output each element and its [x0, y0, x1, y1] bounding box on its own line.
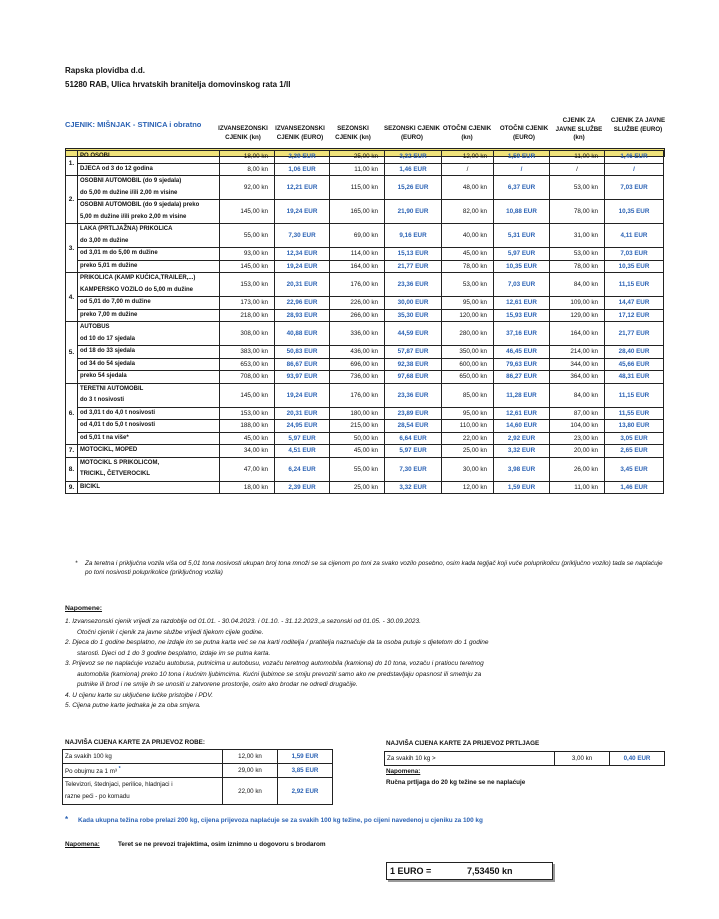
price-eur: 6,64 EUR	[385, 432, 442, 445]
price-eur: 48,31 EUR	[605, 371, 664, 384]
row-label: OSOBNI AUTOMOBIL (do 9 sjedala) do 5,00 m dužine i/ili 2,00 m visine	[78, 176, 220, 200]
price-row	[66, 445, 664, 458]
price-eur: 10,35 EUR	[494, 260, 550, 273]
price-kn: 110,00 kn	[442, 420, 494, 433]
price-eur: 35,30 EUR	[385, 309, 442, 322]
price-eur: 86,67 EUR	[275, 358, 330, 371]
company-address: 51280 RAB, Ulica hrvatskih branitelja domovinskog rata 1/II	[65, 80, 291, 89]
row-label: od 5,01 do 7,00 m dužine	[78, 297, 220, 310]
group-number: 9.	[66, 481, 78, 494]
price-eur: 7,03 EUR	[605, 176, 664, 200]
price-eur: 3,32 EUR	[385, 151, 442, 164]
goods-title: NAJVIŠA CIJENA KARTE ZA PRIJEVOZ ROBE:	[65, 739, 205, 746]
bottom-note-title: Napomena:	[65, 841, 100, 848]
price-eur: 12,21 EUR	[275, 176, 330, 200]
note-line: 1. Izvansezonski cjenik vrijedi za razdoblje od 01.01. - 30.04.2023. i 01.10. - 31.12.2023.,a sezonski od 01.05. - 30.09.2023.	[65, 618, 421, 625]
column-header: SEZONSKI CJENIK (EURO)	[383, 125, 441, 141]
rate-label: 1 EURO =	[390, 866, 432, 876]
price-eur: 10,35 EUR	[605, 260, 664, 273]
price-eur: 44,59 EUR	[385, 322, 442, 346]
luggage-note-title: Napomena:	[386, 768, 421, 775]
luggage-table	[384, 751, 665, 766]
route-title: CJENIK: MIŠNJAK - STINICA i obratno	[65, 120, 202, 129]
price-eur: 5,31 EUR	[494, 224, 550, 248]
price-kn: 145,00 kn	[220, 260, 275, 273]
price-kn: 115,00 kn	[330, 176, 385, 200]
price-kn: 12,00 kn	[442, 481, 494, 494]
goods-kn: 29,00 kn	[223, 764, 278, 778]
price-kn: 12,00 kn	[442, 151, 494, 164]
price-eur: 23,89 EUR	[385, 407, 442, 420]
footnote: * Za teretna i priključna vozila viša od 5,01 tona nosivosti ukupan broj tona množi se sa cijenom po toni za svako vozilo posebno, osim kada tegljač koji vuče poluprikolicu (priključno vozilo) tada se naplaćuje po toni nosivosti poluprikolice (priključnog vozila)	[75, 560, 663, 576]
goods-eur: 1,59 EUR	[278, 750, 333, 764]
price-kn: 383,00 kn	[220, 346, 275, 359]
price-row	[66, 273, 664, 297]
goods-kn: 22,00 kn	[223, 778, 278, 805]
price-kn: 653,00 kn	[220, 358, 275, 371]
column-header: IZVANSEZONSKI CJENIK (kn)	[218, 125, 268, 141]
group-number: 2.	[66, 176, 78, 224]
price-kn: 45,00 kn	[442, 248, 494, 261]
price-kn: 82,00 kn	[442, 200, 494, 224]
price-row	[66, 481, 664, 494]
price-kn: 180,00 kn	[330, 407, 385, 420]
price-eur: 11,28 EUR	[494, 383, 550, 407]
price-row	[66, 371, 664, 384]
price-eur: 4,51 EUR	[275, 445, 330, 458]
price-kn: 40,00 kn	[442, 224, 494, 248]
company-name: Rapska plovidba d.d.	[65, 66, 146, 75]
price-kn: 25,00 kn	[330, 151, 385, 164]
price-kn: 55,00 kn	[330, 457, 385, 481]
price-eur: 40,88 EUR	[275, 322, 330, 346]
price-eur: 3,32 EUR	[385, 481, 442, 494]
price-kn: 22,00 kn	[442, 432, 494, 445]
price-eur: 1,59 EUR	[494, 151, 550, 164]
price-kn: 120,00 kn	[442, 309, 494, 322]
price-eur: /	[494, 163, 550, 176]
price-kn: 109,00 kn	[550, 297, 605, 310]
goods-eur: 3,85 EUR	[278, 764, 333, 778]
price-kn: 226,00 kn	[330, 297, 385, 310]
row-label: BICIKL	[78, 481, 220, 494]
luggage-title: NAJVIŠA CIJENA KARTE ZA PRIJEVOZ PRTLJAGE	[386, 740, 540, 747]
note-line: automobila (kamiona) preko 10 tona i kućnim ljubimcima. Kućni ljubimce se smiju prevoziti samo ako ne predstavljaju opasnost ili smetnju za	[77, 670, 482, 678]
price-kn: 104,00 kn	[550, 420, 605, 433]
row-label: od 5,01 t na više*	[78, 432, 220, 445]
price-kn: 92,00 kn	[220, 176, 275, 200]
goods-row	[63, 764, 333, 778]
price-row	[66, 322, 664, 346]
price-kn: 95,00 kn	[442, 297, 494, 310]
price-eur: 1,59 EUR	[494, 481, 550, 494]
price-kn: 87,00 kn	[550, 407, 605, 420]
group-number: 5.	[66, 322, 78, 384]
goods-desc: Televizori, štednjaci, perilice, hladnjaci i razne peći - po komadu	[63, 778, 223, 805]
price-row	[66, 176, 664, 200]
goods-row	[63, 750, 333, 764]
price-kn: 84,00 kn	[550, 273, 605, 297]
price-eur: 1,46 EUR	[605, 481, 664, 494]
price-eur: 2,65 EUR	[605, 445, 664, 458]
price-row	[66, 346, 664, 359]
notes-title: Napomene:	[65, 605, 103, 612]
price-eur: 45,66 EUR	[605, 358, 664, 371]
price-kn: 84,00 kn	[550, 383, 605, 407]
price-kn: 8,00 kn	[220, 163, 275, 176]
price-eur: 57,87 EUR	[385, 346, 442, 359]
price-row	[66, 358, 664, 371]
price-eur: 17,12 EUR	[605, 309, 664, 322]
price-row	[66, 248, 664, 261]
price-row	[66, 407, 664, 420]
price-kn: 23,00 kn	[550, 432, 605, 445]
price-kn: 30,00 kn	[442, 457, 494, 481]
price-eur: 6,24 EUR	[275, 457, 330, 481]
price-row	[66, 151, 664, 164]
price-eur: 6,37 EUR	[494, 176, 550, 200]
price-kn: 218,00 kn	[220, 309, 275, 322]
price-kn: 114,00 kn	[330, 248, 385, 261]
price-kn: 145,00 kn	[220, 200, 275, 224]
price-kn: 129,00 kn	[550, 309, 605, 322]
price-row	[66, 457, 664, 481]
price-kn: 55,00 kn	[220, 224, 275, 248]
price-kn: /	[442, 163, 494, 176]
price-kn: 214,00 kn	[550, 346, 605, 359]
price-eur: 2,39 EUR	[275, 481, 330, 494]
price-eur: /	[605, 163, 664, 176]
column-header: OTOČNI CJENIK (EURO)	[499, 125, 549, 141]
price-kn: 188,00 kn	[220, 420, 275, 433]
goods-desc: Po obujmu za 1 m³ *	[63, 764, 223, 778]
price-kn: 25,00 kn	[442, 445, 494, 458]
note-line: 2. Djeca do 1 godine besplatno, ne izdaje im se putna karta već se na karti roditelja / pratitelja naznačuje da ta osoba putuje s djetetom do 1 godine	[65, 639, 489, 646]
price-kn: 176,00 kn	[330, 383, 385, 407]
price-eur: 21,77 EUR	[605, 322, 664, 346]
row-label: MOTOCIKL, MOPED	[78, 445, 220, 458]
price-eur: 20,31 EUR	[275, 273, 330, 297]
price-eur: 3,45 EUR	[605, 457, 664, 481]
price-eur: 13,80 EUR	[605, 420, 664, 433]
price-kn: 650,00 kn	[442, 371, 494, 384]
price-eur: 28,54 EUR	[385, 420, 442, 433]
row-label: PRIKOLICA (KAMP KUĆICA,TRAILER,...) KAMPERSKO VOZILO do 5,00 m dužine	[78, 273, 220, 297]
luggage-eur: 0,40 EUR	[610, 752, 665, 766]
price-kn: 336,00 kn	[330, 322, 385, 346]
price-row	[66, 200, 664, 224]
row-label: PO OSOBI	[78, 151, 220, 164]
price-eur: 21,90 EUR	[385, 200, 442, 224]
price-row	[66, 420, 664, 433]
price-row	[66, 383, 664, 407]
price-eur: 12,34 EUR	[275, 248, 330, 261]
price-row	[66, 163, 664, 176]
price-eur: 21,77 EUR	[385, 260, 442, 273]
price-eur: 10,35 EUR	[605, 200, 664, 224]
price-eur: 1,46 EUR	[385, 163, 442, 176]
row-label: OSOBNI AUTOMOBIL (do 9 sjedala) preko 5,00 m dužine i/ili preko 2,00 m visine	[78, 200, 220, 224]
price-eur: 5,97 EUR	[275, 432, 330, 445]
price-kn: 153,00 kn	[220, 407, 275, 420]
price-kn: 31,00 kn	[550, 224, 605, 248]
price-kn: 50,00 kn	[330, 432, 385, 445]
price-eur: 19,24 EUR	[275, 200, 330, 224]
price-eur: 3,05 EUR	[605, 432, 664, 445]
price-eur: 46,45 EUR	[494, 346, 550, 359]
price-eur: 12,61 EUR	[494, 407, 550, 420]
price-eur: 23,36 EUR	[385, 383, 442, 407]
row-label: DJECA od 3 do 12 godina	[78, 163, 220, 176]
price-kn: 736,00 kn	[330, 371, 385, 384]
price-kn: 176,00 kn	[330, 273, 385, 297]
price-eur: 15,13 EUR	[385, 248, 442, 261]
group-number: 3.	[66, 224, 78, 273]
row-label: od 18 do 33 sjedala	[78, 346, 220, 359]
price-kn: 25,00 kn	[330, 481, 385, 494]
price-kn: 78,00 kn	[550, 260, 605, 273]
price-eur: 92,38 EUR	[385, 358, 442, 371]
column-header: SEZONSKI CJENIK (kn)	[335, 125, 371, 141]
column-header: CJENIK ZA JAVNE SLUŽBE (kn)	[555, 117, 603, 141]
row-label: preko 54 sjedala	[78, 371, 220, 384]
price-eur: 1,46 EUR	[605, 151, 664, 164]
price-eur: 86,27 EUR	[494, 371, 550, 384]
price-kn: 11,00 kn	[330, 163, 385, 176]
price-eur: 15,93 EUR	[494, 309, 550, 322]
price-eur: 7,30 EUR	[385, 457, 442, 481]
price-eur: 14,47 EUR	[605, 297, 664, 310]
note-line: 4. U cijenu karte su uključene lučke pristojbe i PDV.	[65, 691, 214, 699]
price-kn: 600,00 kn	[442, 358, 494, 371]
price-kn: 164,00 kn	[550, 322, 605, 346]
price-row	[66, 224, 664, 248]
price-row	[66, 309, 664, 322]
price-kn: 364,00 kn	[550, 371, 605, 384]
group-number: 7.	[66, 445, 78, 458]
price-kn: 53,00 kn	[442, 273, 494, 297]
price-row	[66, 432, 664, 445]
price-eur: 37,16 EUR	[494, 322, 550, 346]
price-eur: 2,92 EUR	[494, 432, 550, 445]
luggage-kn: 3,00 kn	[555, 752, 610, 766]
price-kn: 53,00 kn	[550, 248, 605, 261]
price-table	[65, 150, 664, 494]
price-kn: 20,00 kn	[550, 445, 605, 458]
price-kn: 153,00 kn	[220, 273, 275, 297]
price-eur: 4,11 EUR	[605, 224, 664, 248]
price-eur: 79,63 EUR	[494, 358, 550, 371]
price-eur: 28,93 EUR	[275, 309, 330, 322]
row-label: preko 5,01 m dužine	[78, 260, 220, 273]
goods-table	[62, 749, 333, 805]
price-kn: 95,00 kn	[442, 407, 494, 420]
price-eur: 10,88 EUR	[494, 200, 550, 224]
note-line: starosti. Djeci od 1 do 3 godine besplatno, izdaje im se putna karta.	[77, 649, 271, 657]
price-kn: 78,00 kn	[550, 200, 605, 224]
price-kn: 85,00 kn	[442, 383, 494, 407]
price-eur: 97,68 EUR	[385, 371, 442, 384]
price-eur: 5,97 EUR	[385, 445, 442, 458]
price-kn: 11,00 kn	[550, 151, 605, 164]
goods-kn: 12,00 kn	[223, 750, 278, 764]
note-line: 3. Prijevoz se ne naplaćuje vozaču autobusa, putnicima u autobusu, vozaču teretnog automobila (kamiona) do 10 tona, vozaču i pratiocu teretnog	[65, 660, 484, 667]
star-mark: *	[65, 815, 69, 824]
price-row	[66, 297, 664, 310]
price-kn: 11,00 kn	[550, 481, 605, 494]
price-kn: /	[550, 163, 605, 176]
price-kn: 280,00 kn	[442, 322, 494, 346]
group-number: 8.	[66, 457, 78, 481]
column-header: IZVANSEZONSKI CJENIK (EURO)	[275, 125, 325, 141]
luggage-note: Ručna prtljaga do 20 kg težine se ne naplaćuje	[386, 779, 526, 786]
row-label: LAKA (PRTLJAŽNA) PRIKOLICA do 3,00 m dužine	[78, 224, 220, 248]
price-eur: 9,16 EUR	[385, 224, 442, 248]
luggage-row	[385, 752, 665, 766]
price-eur: 11,55 EUR	[605, 407, 664, 420]
notes-list	[65, 617, 665, 712]
price-eur: 7,03 EUR	[494, 273, 550, 297]
price-eur: 7,30 EUR	[275, 224, 330, 248]
price-eur: 3,32 EUR	[494, 445, 550, 458]
goods-eur: 2,92 EUR	[278, 778, 333, 805]
star-note: Kada ukupna težina robe prelazi 200 kg, cijena prijevoza naplaćuje se za svakih 100 kg težine, po cijeni navedenoj u cjeniku za 100 kg	[78, 817, 483, 824]
exchange-rate-box	[386, 862, 553, 880]
price-kn: 173,00 kn	[220, 297, 275, 310]
price-eur: 2,39 EUR	[275, 151, 330, 164]
price-kn: 45,00 kn	[330, 445, 385, 458]
price-kn: 350,00 kn	[442, 346, 494, 359]
price-eur: 19,24 EUR	[275, 383, 330, 407]
group-number: 4.	[66, 273, 78, 322]
bottom-note: Teret se ne prevozi trajektima, osim iznimno u dogovoru s brodarom	[118, 841, 326, 848]
price-kn: 93,00 kn	[220, 248, 275, 261]
price-kn: 69,00 kn	[330, 224, 385, 248]
column-header: OTOČNI CJENIK (kn)	[442, 125, 492, 141]
price-row	[66, 260, 664, 273]
price-kn: 18,00 kn	[220, 151, 275, 164]
price-eur: 15,26 EUR	[385, 176, 442, 200]
rate-value: 7,53450 kn	[467, 866, 513, 876]
price-kn: 344,00 kn	[550, 358, 605, 371]
price-eur: 1,06 EUR	[275, 163, 330, 176]
row-label: AUTOBUS od 10 do 17 sjedala	[78, 322, 220, 346]
price-eur: 20,31 EUR	[275, 407, 330, 420]
price-eur: 11,15 EUR	[605, 273, 664, 297]
price-kn: 34,00 kn	[220, 445, 275, 458]
price-eur: 7,03 EUR	[605, 248, 664, 261]
goods-desc: Za svakih 100 kg	[63, 750, 223, 764]
row-label: od 3,01 t do 4,0 t nosivosti	[78, 407, 220, 420]
price-eur: 23,36 EUR	[385, 273, 442, 297]
price-eur: 12,61 EUR	[494, 297, 550, 310]
price-eur: 22,96 EUR	[275, 297, 330, 310]
row-label: TERETNI AUTOMOBIL do 3 t nosivosti	[78, 383, 220, 407]
price-eur: 93,97 EUR	[275, 371, 330, 384]
price-kn: 26,00 kn	[550, 457, 605, 481]
column-header: CJENIK ZA JAVNE SLUŽBE (EURO)	[610, 117, 666, 133]
price-eur: 50,83 EUR	[275, 346, 330, 359]
price-eur: 28,40 EUR	[605, 346, 664, 359]
goods-row	[63, 778, 333, 805]
group-number: 1.	[66, 151, 78, 176]
price-kn: 164,00 kn	[330, 260, 385, 273]
note-line: putnike ili brod i ne smije ih se unositi u zatvorene prostorije, osim ako brodar ne odredi drugačije.	[77, 681, 358, 688]
price-kn: 308,00 kn	[220, 322, 275, 346]
note-line: 5. Cijena putne karte jednaka je za oba smjera.	[65, 702, 201, 709]
price-eur: 19,24 EUR	[275, 260, 330, 273]
price-kn: 215,00 kn	[330, 420, 385, 433]
price-kn: 48,00 kn	[442, 176, 494, 200]
price-kn: 78,00 kn	[442, 260, 494, 273]
price-eur: 3,98 EUR	[494, 457, 550, 481]
note-line: Otočni cjenik i cjenik za javne službe vrijedi tijekom cijele godine.	[77, 628, 264, 636]
price-eur: 24,95 EUR	[275, 420, 330, 433]
row-label: od 3,01 m do 5,00 m dužine	[78, 248, 220, 261]
row-label: MOTOCIKL S PRIKOLICOM, TRICIKL, ČETVEROCIKL	[78, 457, 220, 481]
row-label: preko 7,00 m dužine	[78, 309, 220, 322]
price-kn: 53,00 kn	[550, 176, 605, 200]
row-label: od 4,01 t do 5,0 t nosivosti	[78, 420, 220, 433]
price-kn: 18,00 kn	[220, 481, 275, 494]
price-kn: 708,00 kn	[220, 371, 275, 384]
row-label: od 34 do 54 sjedala	[78, 358, 220, 371]
price-kn: 436,00 kn	[330, 346, 385, 359]
price-eur: 30,00 EUR	[385, 297, 442, 310]
price-kn: 696,00 kn	[330, 358, 385, 371]
price-kn: 45,00 kn	[220, 432, 275, 445]
price-kn: 266,00 kn	[330, 309, 385, 322]
price-kn: 145,00 kn	[220, 383, 275, 407]
group-number: 6.	[66, 383, 78, 445]
price-kn: 47,00 kn	[220, 457, 275, 481]
price-eur: 5,97 EUR	[494, 248, 550, 261]
price-eur: 11,15 EUR	[605, 383, 664, 407]
price-eur: 14,60 EUR	[494, 420, 550, 433]
luggage-desc: Za svakih 10 kg >	[385, 752, 555, 766]
price-kn: 165,00 kn	[330, 200, 385, 224]
